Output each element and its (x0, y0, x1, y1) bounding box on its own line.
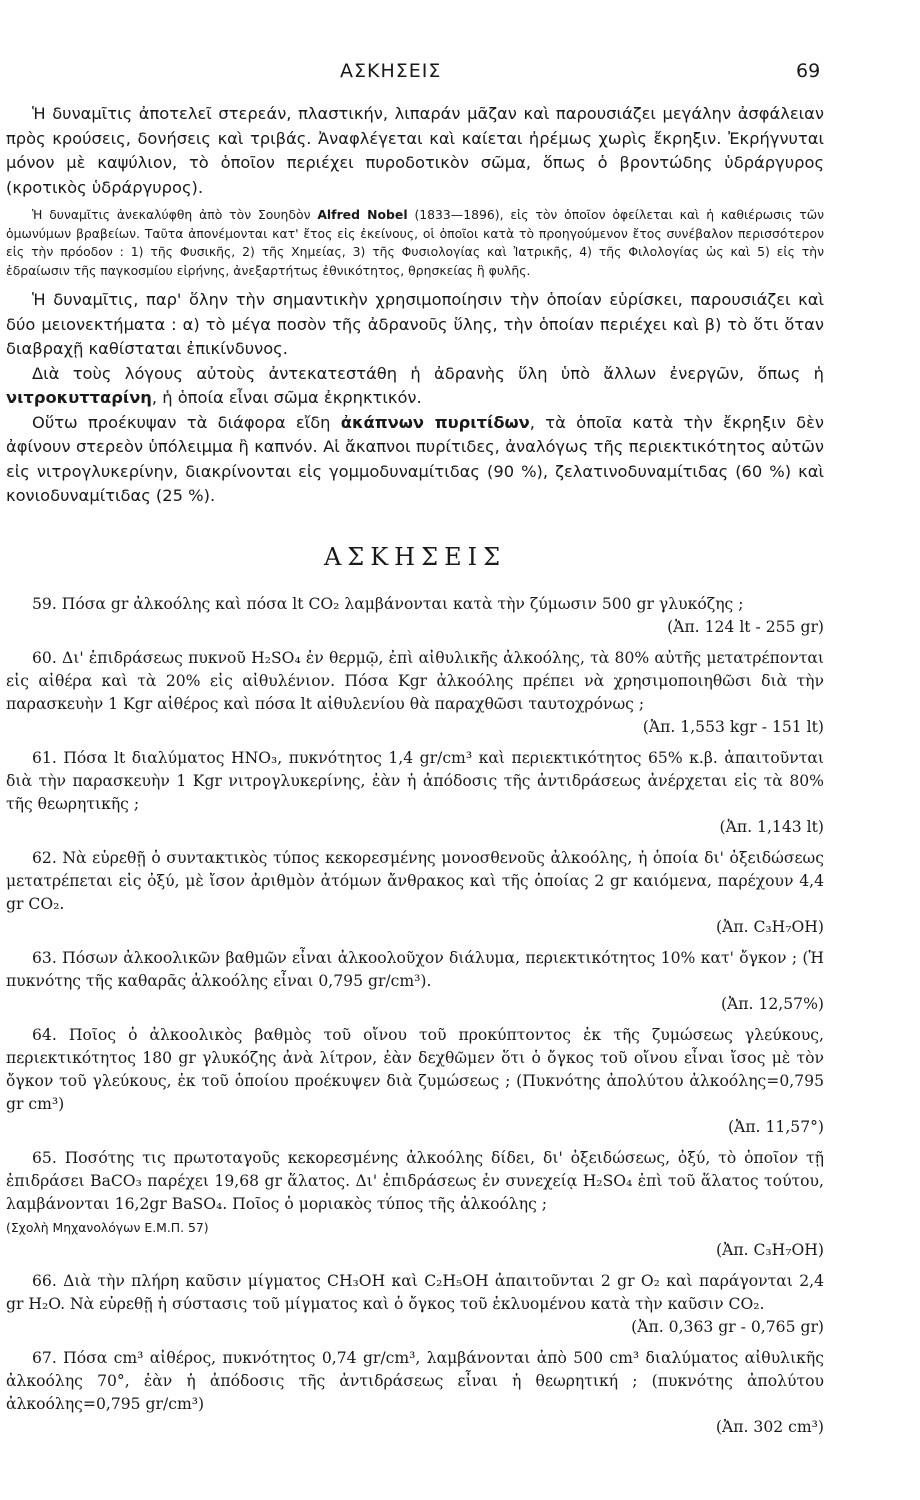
exercise-64 (6, 1024, 824, 1139)
p3-end: , ἡ ὁποία εἶναι σῶμα ἐκρηκτικόν. (151, 388, 422, 408)
paragraph-nitrocellulose (6, 362, 824, 411)
exercise-62 (6, 847, 824, 939)
p4-end: , τὰ ὁποῖα κατὰ τὴν ἔκρηξιν δὲν ἀφίνουν στερεὸν ὑπόλειμμα ἢ καπνόν. Αἱ ἄκαπνοι πυρίτιδες, ἀναλόγως τῆς περιεκτικότητος αὐτῶν εἰς νιτρογλυκερίνην, διακρίνονται εἰς γομμοδυναμίτιδας (90 %), ζελατινοδυναμίτιδας (60 %) καὶ κονιοδυναμίτιδας (25 %). (6, 412, 824, 506)
exercise-text (6, 1270, 824, 1316)
exercise-question: Πόσων ἀλκοολικῶν βαθμῶν εἶναι ἀλκοολοῦχον διάλυμα, περιεκτικότητος 10% κατ' ὄγκον ; (Ἡ πυκνότης τῆς καθαρᾶς ἀλκοόλης εἶναι 0,795 gr/cm³). (6, 948, 824, 990)
exercise-text (6, 593, 824, 616)
section-heading: ΑΣΚΗΣΕΙΣ (323, 542, 507, 571)
exercise-number: 59. (32, 594, 62, 613)
footnote-nobel (6, 206, 824, 280)
exercise-question: Πόσα gr ἀλκοόλης καὶ πόσα lt CO₂ λαμβάνονται κατὰ τὴν ζύμωσιν 500 gr γλυκόζης ; (61, 594, 744, 613)
exercise-question: Δι' ἐπιδράσεως πυκνοῦ H₂SO₄ ἐν θερμῷ, ἐπὶ αἰθυλικῆς ἀλκοόλης, τὰ 80% αὐτῆς μετατρέπονται εἰς αἰθέρα καὶ τὰ 20% εἰς αἰθυλένιον. Πόσα Kgr ἀλκοόλης πρέπει νὰ χρησιμοποιηθῶσι διὰ τὴν παρασκευὴν 1 Kgr αἰθέρος καὶ πόσα lt αἰθυλενίου θὰ παραχθῶσι ταυτοχρόνως ; (6, 648, 824, 713)
exercise-text (6, 647, 824, 716)
exercise-59 (6, 593, 824, 639)
exercise-text (6, 947, 824, 993)
paragraph-dynamite: Ἡ δυναμῖτις ἀποτελεῖ στερεάν, πλαστικήν, λιπαράν μᾶζαν καὶ παρουσιάζει μεγάλην ἀσφάλειαν πρὸς κρούσεις, δονήσεις καὶ τριβάς. Ἀναφλέγεται καὶ καίεται ἠρέμως χωρὶς ἔκρηξιν. Ἐκρήγνυται μόνον μὲ καψύλιον, τὸ ὁποῖον περιέχει πυροδοτικὸν σῶμα, ὅπως ὁ βροντώδης ὑδράργυρος (κροτικὸς ὑδράργυρος). (6, 104, 824, 197)
exercise-number: 62. (32, 848, 63, 867)
exercise-text (6, 1147, 824, 1216)
exercise-answer: (Ἀπ. 1,143 lt) (719, 817, 824, 836)
main-text (6, 102, 824, 1447)
exercise-source-line (6, 1216, 824, 1239)
exercise-number: 66. (32, 1271, 64, 1290)
exercise-answer: (Ἀπ. 124 lt - 255 gr) (667, 617, 824, 636)
exercise-answer: (Ἀπ. 12,57%) (720, 994, 824, 1013)
exercise-question: Νὰ εὑρεθῇ ὁ συντακτικὸς τύπος κεκορεσμένης μονοσθενοῦς ἀλκοόλης, ἡ ὁποία δι' ὀξειδώσεως μετατρέπεται εἰς ὀξύ, μὲ ἴσον ἀριθμὸν ἀτόμων ἄνθρακος καὶ τῆς ὁποίας 2 gr καιόμενα, παρέχουν 4,4 gr CO₂. (6, 848, 824, 913)
exercise-number: 64. (32, 1025, 69, 1044)
exercise-question: Πόσα lt διαλύματος HNO₃, πυκνότητος 1,4 gr/cm³ καὶ περιεκτικότητος 65% κ.β. ἀπαιτοῦνται διὰ τὴν παρασκευὴν 1 Kgr νιτρογλυκερίνης, ἐὰν ἡ ἀπόδοσις τῆς ἀντιδράσεως ἀνέρχεται εἰς τὰ 80% τῆς θεωρητικῆς ; (6, 748, 824, 813)
exercise-question: Πόσα cm³ αἰθέρος, πυκνότητος 0,74 gr/cm³, λαμβάνονται ἀπὸ 500 cm³ διαλύματος αἰθυλικῆς ἀλκοόλης 70°, ἐὰν ἡ ἀπόδοσις τῆς ἀντιδράσεως εἶναι ἡ θεωρητική ; (πυκνότης ἀπολύτου ἀλκοόλης=0,795 gr/cm³) (6, 1348, 824, 1413)
exercise-65 (6, 1147, 824, 1262)
exercise-63 (6, 947, 824, 1016)
running-title: ΑΣΚΗΣΕΙΣ (340, 60, 442, 82)
p3-bold-term: νιτροκυτταρίνη (6, 388, 152, 408)
p4-bold-term: ἀκάπνων πυριτίδων (340, 412, 530, 432)
exercise-66 (6, 1270, 824, 1339)
note-text-end: (1833—1896), εἰς τὸν ὁποῖον ὀφείλεται καὶ ἡ καθιέρωσις τῶν ὁμωνύμων βραβείων. Ταῦτα ἀπονέμονται κατ' ἔτος εἰς ἐκείνους, οἱ ὁποῖοι κατὰ τὸ προηγούμενον ἔτος συνέβαλον περισσότερον εἰς τὴν πρόοδον : 1) τῆς Φυσικῆς, 2) τῆς Χημείας, 3) τῆς Φυσιολογίας καὶ Ἰατρικῆς, 4) τῆς Φιλολογίας ὡς καὶ 5) εἰς τὴν ἑδραίωσιν τῆς παγκοσμίου εἰρήνης, ἀνεξαρτήτως ἐθνικότητος, θρησκείας ἢ φυλῆς. (6, 207, 825, 278)
exercise-text (6, 1347, 824, 1416)
exercise-answer: (Ἀπ. C₃H₇OH) (715, 917, 824, 936)
exercise-answer: (Ἀπ. 1,553 kgr - 151 lt) (642, 717, 824, 736)
p3-start: Διὰ τοὺς λόγους αὐτοὺς ἀντεκατεστάθη ἡ ἀδρανὴς ὕλη ὑπὸ ἄλλων ἐνεργῶν, ὅπως ἡ (32, 363, 824, 383)
p4-start: Οὕτω προέκυψαν τὰ διάφορα εἴδη (32, 412, 341, 432)
exercise-number: 65. (32, 1148, 65, 1167)
page-header (0, 60, 920, 88)
exercise-question: Ποῖος ὁ ἀλκοολικὸς βαθμὸς τοῦ οἴνου τοῦ προκύπτοντος ἐκ τῆς ζυμώσεως γλεύκους, περιεκτικότητος 180 gr γλυκόζης ἀνὰ λίτρον, ἐὰν δεχθῶμεν ὅτι ὁ ὄγκος τοῦ οἴνου εἶναι ἴσος μὲ τὸν ὄγκον τοῦ γλεύκους, ἐκ τοῦ ὁποίου προέκυψεν διὰ ζυμώσεως ; (Πυκνότης ἀπολύτου ἀλκοόλης=0,795 gr cm³) (6, 1025, 824, 1113)
exercise-number: 67. (32, 1348, 64, 1367)
exercise-number: 63. (32, 948, 63, 967)
exercise-list (6, 593, 824, 1439)
note-text-start: Ἡ δυναμῖτις ἀνεκαλύφθη ἀπὸ τὸν Σουηδὸν (32, 207, 318, 222)
exercise-text (6, 747, 824, 816)
exercise-number: 60. (32, 648, 63, 667)
exercise-source: (Σχολὴ Μηχανολόγων Ε.Μ.Π. 57) (6, 1219, 209, 1235)
exercise-61 (6, 747, 824, 839)
exercise-answer: (Ἀπ. C₃H₇OH) (715, 1240, 824, 1259)
exercise-text (6, 1024, 824, 1116)
exercise-60 (6, 647, 824, 739)
exercise-67 (6, 1347, 824, 1439)
exercise-question: Ποσότης τις πρωτοταγοῦς κεκορεσμένης ἀλκοόλης δίδει, δι' ὀξειδώσεως, ὀξύ, τὸ ὁποῖον τῇ ἐπιδράσει BaCO₃ παρέχει 19,68 gr ἅλατος. Δι' ἐπιδράσεως ἐν συνεχείᾳ H₂SO₄ ἐπὶ τοῦ ἅλατος τούτου, λαμβάνονται 16,2gr BaSO₄. Ποῖος ὁ μοριακὸς τύπος τῆς ἀλκοόλης ; (6, 1148, 824, 1213)
exercise-answer: (Ἀπ. 302 cm³) (715, 1417, 824, 1436)
exercise-answer: (Ἀπ. 0,363 gr - 0,765 gr) (631, 1317, 824, 1336)
paragraph-disadvantages: Ἡ δυναμῖτις, παρ' ὅλην τὴν σημαντικὴν χρησιμοποίησιν τὴν ὁποίαν εὑρίσκει, παρουσιάζει καὶ δύο μειονεκτήματα : α) τὸ μέγα ποσὸν τῆς ἀδρανοῦς ὕλης, τὴν ὁποίαν περιέχει καὶ β) τὸ ὅτι ὅταν διαβραχῇ καθίσταται ἐπικίνδυνος. (6, 290, 824, 359)
paragraph-smokeless-powder (6, 411, 824, 509)
exercise-answer: (Ἀπ. 11,57°) (727, 1117, 824, 1136)
note-name: Alfred Nobel (317, 207, 408, 222)
exercise-text (6, 847, 824, 916)
exercise-number: 61. (32, 748, 64, 767)
exercise-question: Διὰ τὴν πλήρη καῦσιν μίγματος CH₃OH καὶ C₂H₅OH ἀπαιτοῦνται 2 gr O₂ καὶ παράγονται 2,4 gr H₂O. Νὰ εὑρεθῇ ἡ σύστασις τοῦ μίγματος καὶ ὁ ὄγκος τοῦ ἐκλυομένου κατὰ τὴν καῦσιν CO₂. (6, 1271, 824, 1313)
page-number: 69 (796, 60, 821, 82)
